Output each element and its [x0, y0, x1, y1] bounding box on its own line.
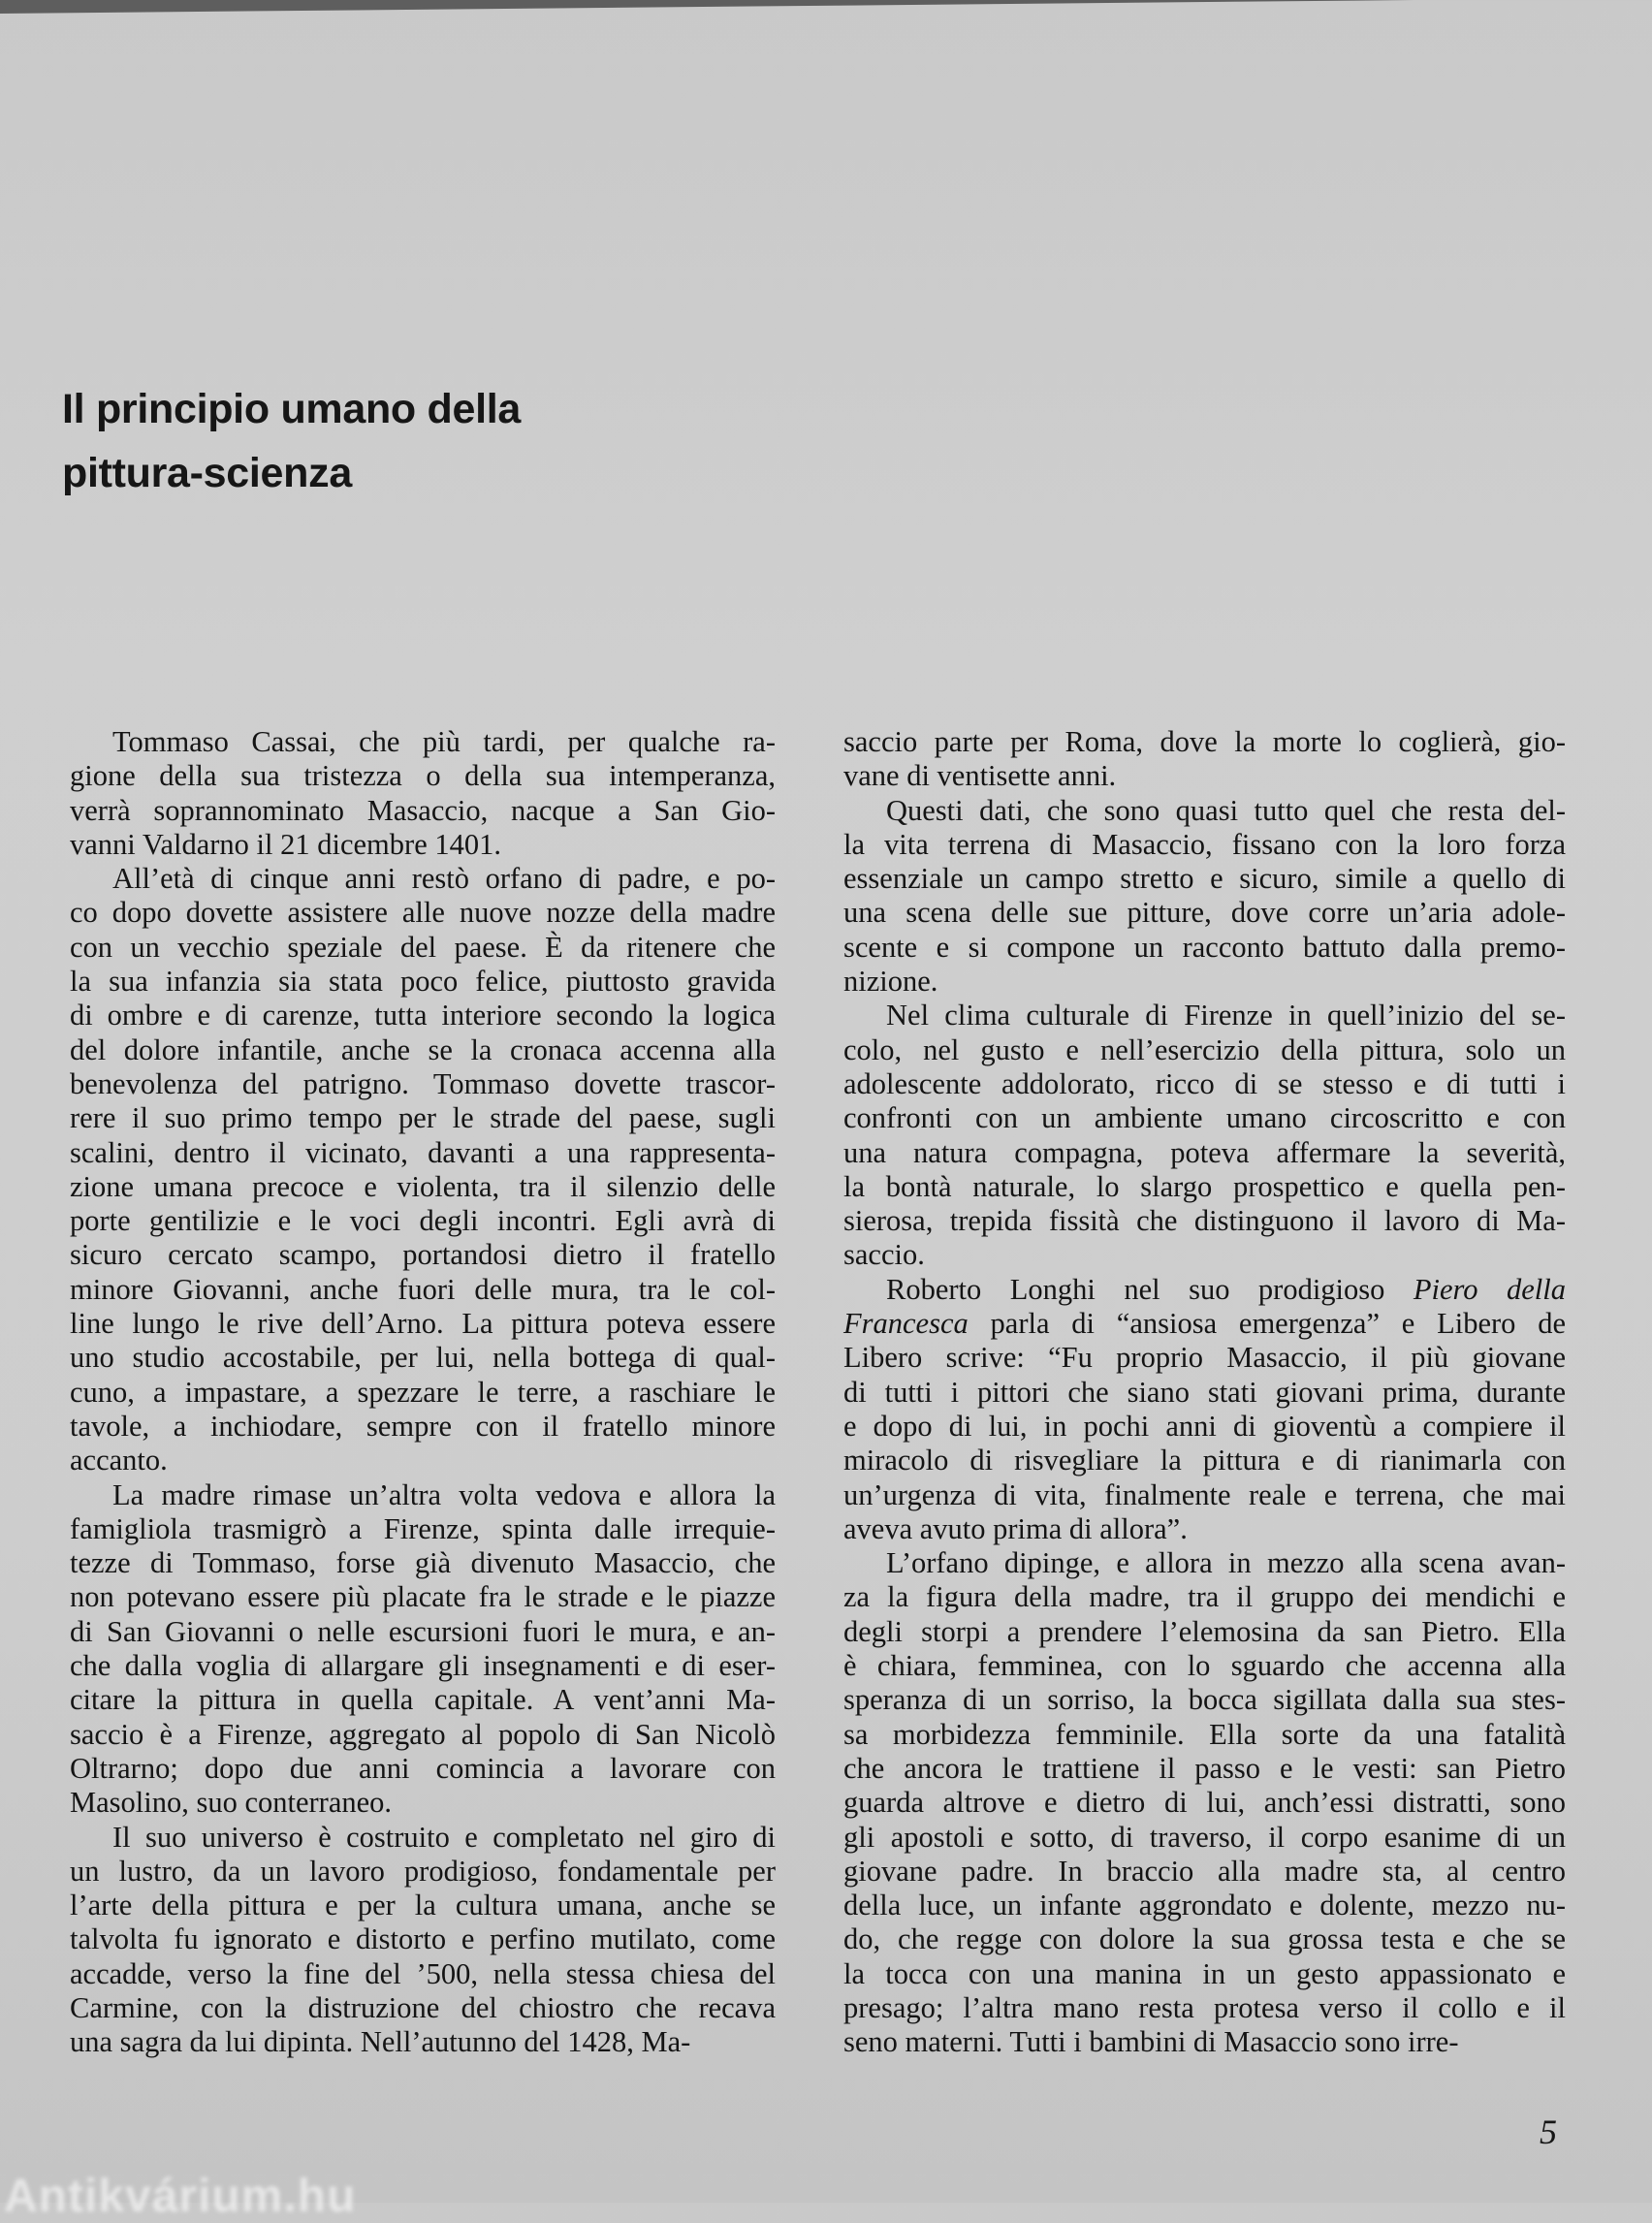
text-line: scalini, dentro il vicinato, davanti a una rappresenta- — [70, 1135, 776, 1169]
text-line: speranza di un sorriso, la bocca sigillata dalla sua stes- — [843, 1683, 1566, 1717]
text-line: saccio parte per Roma, dove la morte lo coglierà, gio- — [843, 725, 1566, 758]
paragraph — [70, 725, 776, 862]
italic-title: Francesca — [843, 1307, 969, 1341]
text-line: una sagra da lui dipinta. Nell’autunno del 1428, Ma- — [70, 2025, 691, 2059]
text-line: do, che regge con dolore la sua grossa testa e che se — [843, 1922, 1566, 1956]
paragraph — [843, 999, 1566, 1272]
text-line: citare la pittura in quella capitale. A vent’anni Ma- — [70, 1683, 776, 1717]
right-column — [843, 725, 1566, 2060]
text-line: verrà soprannominato Masaccio, nacque a San Gio- — [70, 793, 776, 827]
text-line: tezze di Tommaso, forse già divenuto Masaccio, che — [70, 1546, 776, 1580]
text-line: presago; l’altra mano resta protesa verso il collo e il — [843, 1990, 1566, 2024]
text-line: l’arte della pittura e per la cultura umana, anche se — [70, 1889, 776, 1922]
left-column — [70, 725, 776, 2060]
text-line: gli apostoli e sotto, di traverso, il corpo esanime di un — [843, 1820, 1566, 1854]
paragraph — [70, 862, 776, 1477]
text-line: Tommaso Cassai, che più tardi, per qualche ra- — [112, 725, 776, 758]
text-line: gione della sua tristezza o della sua intemperanza, — [70, 759, 776, 793]
text-line: una natura compagna, poteva affermare la severità, — [843, 1135, 1566, 1169]
text-line: degli storpi a prendere l’elemosina da san Pietro. Ella — [843, 1614, 1566, 1648]
text-line: la sua infanzia sia stata poco felice, piuttosto gravida — [70, 965, 776, 999]
text-line: un’urgenza di vita, finalmente reale e terrena, che mai — [843, 1477, 1566, 1511]
text-line: che ancora le trattiene il passo e le vesti: san Pietro — [843, 1751, 1566, 1785]
text-line: aveva avuto prima di allora”. — [843, 1511, 1188, 1545]
text-line: sierosa, trepida fissità che distinguono il lavoro di Ma- — [843, 1204, 1566, 1238]
text-line: co dopo dovette assistere alle nuove nozze della madre — [70, 896, 776, 930]
paragraph — [843, 1273, 1566, 1546]
text-line: guarda altrove e dietro di lui, anch’essi distratti, sono — [843, 1786, 1566, 1820]
text-line: sa morbidezza femminile. Ella sorte da una fatalità — [843, 1717, 1566, 1751]
text-line: e dopo di lui, in pochi anni di gioventù a compiere il — [843, 1409, 1566, 1443]
text-line: seno materni. Tutti i bambini di Masaccio sono irre- — [843, 2025, 1459, 2059]
text-line: vanni Valdarno il 21 dicembre 1401. — [70, 827, 501, 861]
text-line: uno studio accostabile, per lui, nella bottega di qual- — [70, 1341, 776, 1375]
text-line: che dalla voglia di allargare gli insegnamenti e di eser- — [70, 1649, 776, 1683]
paragraph — [843, 1546, 1566, 2059]
text-line: la vita terrena di Masaccio, fissano con la loro forza — [843, 827, 1566, 861]
text-line: di San Giovanni o nelle escursioni fuori le mura, e an- — [70, 1614, 776, 1648]
text-line: zione umana precoce e violenta, tra il silenzio delle — [70, 1169, 776, 1203]
text-line: adolescente addolorato, ricco di se stesso e di tutti i — [843, 1066, 1566, 1100]
text-line: za la figura della madre, tra il gruppo dei mendichi e — [843, 1580, 1566, 1614]
text-line: di ombre e di carenze, tutta interiore secondo la logica — [70, 999, 776, 1032]
text-line: giovane padre. In braccio alla madre sta, al centro — [843, 1854, 1566, 1888]
text-line: minore Giovanni, anche fuori delle mura, tra le col- — [70, 1272, 776, 1306]
text-line: della luce, un infante aggrondato e dolente, mezzo nu- — [843, 1889, 1566, 1922]
text-line: con un vecchio speziale del paese. È da ritenere che — [70, 930, 776, 964]
text-line: vane di ventisette anni. — [843, 759, 1117, 793]
text-line: talvolta fu ignorato e distorto e perfino mutilato, come — [70, 1922, 776, 1956]
text-line: confronti con un ambiente umano circoscritto e con — [843, 1101, 1566, 1135]
text-line: saccio è a Firenze, aggregato al popolo di San Nicolò — [70, 1717, 776, 1751]
text-line: sicuro cercato scampo, portandosi dietro il fratello — [70, 1238, 776, 1272]
text-line: La madre rimase un’altra volta vedova e allora la — [112, 1477, 776, 1511]
text-line: miracolo di risvegliare la pittura e di rianimarla con — [843, 1444, 1566, 1477]
page-number: 5 — [1540, 2112, 1557, 2151]
text-line: nizione. — [843, 965, 938, 999]
text-line: la bontà naturale, lo slargo prospettico e quella pen- — [843, 1169, 1566, 1203]
text-line: porte gentilizie e le voci degli incontri. Egli avrà di — [70, 1204, 776, 1238]
text-line: famigliola trasmigrò a Firenze, spinta dalle irrequie- — [70, 1511, 776, 1545]
text-line: Il suo universo è costruito e completato nel giro di — [112, 1820, 776, 1854]
text-line: un lustro, da un lavoro prodigioso, fondamentale per — [70, 1854, 776, 1888]
text-line: è chiara, femminea, con lo sguardo che accenna alla — [843, 1649, 1566, 1683]
italic-title: Piero della — [1413, 1272, 1566, 1306]
text-line: Nel clima culturale di Firenze in quell’inizio del se- — [886, 999, 1566, 1032]
text-line: accanto. — [70, 1444, 168, 1477]
text-line: del dolore infantile, anche se la cronaca accenna alla — [70, 1032, 776, 1066]
page-title — [62, 377, 760, 505]
text-line: colo, nel gusto e nell’esercizio della pittura, solo un — [843, 1032, 1566, 1066]
text-line: Questi dati, che sono quasi tutto quel che resta del- — [886, 793, 1566, 827]
text-line: Libero scrive: “Fu proprio Masaccio, il più giovane — [843, 1341, 1566, 1375]
text-line: rere il suo primo tempo per le strade del paese, sugli — [70, 1101, 776, 1135]
watermark: Antikvárium.hu — [4, 2171, 357, 2222]
text-line: scente e si compone un racconto battuto dalla premo- — [843, 930, 1566, 964]
text-line: cuno, a impastare, a spezzare le terre, a raschiare le — [70, 1375, 776, 1409]
text-line: Masolino, suo conterraneo. — [70, 1786, 393, 1820]
text-line: la tocca con una manina in un gesto appassionato e — [843, 1956, 1566, 1990]
text-line: non potevano essere più placate fra le strade e le piazze — [70, 1580, 776, 1614]
paragraph — [70, 1821, 776, 2060]
text-line: Francesca parla di “ansiosa emergenza” e Libero de — [843, 1307, 1566, 1341]
text-line: tavole, a inchiodare, sempre con il fratello minore — [70, 1409, 776, 1443]
text-line: Oltrarno; dopo due anni comincia a lavorare con — [70, 1751, 776, 1785]
paragraph — [843, 725, 1566, 794]
text-line: Carmine, con la distruzione del chiostro che recava — [70, 1990, 776, 2024]
text-line: essenziale un campo stretto e sicuro, simile a quello di — [843, 862, 1566, 896]
text-line: All’età di cinque anni restò orfano di padre, e po- — [112, 862, 776, 896]
title-line: pittura-scienza — [62, 449, 352, 496]
paragraph — [843, 794, 1566, 1000]
text-line: benevolenza del patrigno. Tommaso dovette trascor- — [70, 1066, 776, 1100]
paragraph — [70, 1478, 776, 1821]
text-line: saccio. — [843, 1238, 925, 1272]
title-line: Il principio umano della — [62, 385, 522, 432]
text-line: di tutti i pittori che siano stati giovani prima, durante — [843, 1375, 1566, 1409]
text-line: accadde, verso la fine del ’500, nella stessa chiesa del — [70, 1956, 776, 1990]
text-line: L’orfano dipinge, e allora in mezzo alla scena avan- — [886, 1546, 1566, 1580]
page-top-edge — [0, 0, 1652, 14]
text-line: una scena delle sue pitture, dove corre un’aria adole- — [843, 896, 1566, 930]
text-line: Roberto Longhi nel suo prodigioso Piero della — [886, 1272, 1566, 1306]
text-line: line lungo le rive dell’Arno. La pittura poteva essere — [70, 1307, 776, 1341]
